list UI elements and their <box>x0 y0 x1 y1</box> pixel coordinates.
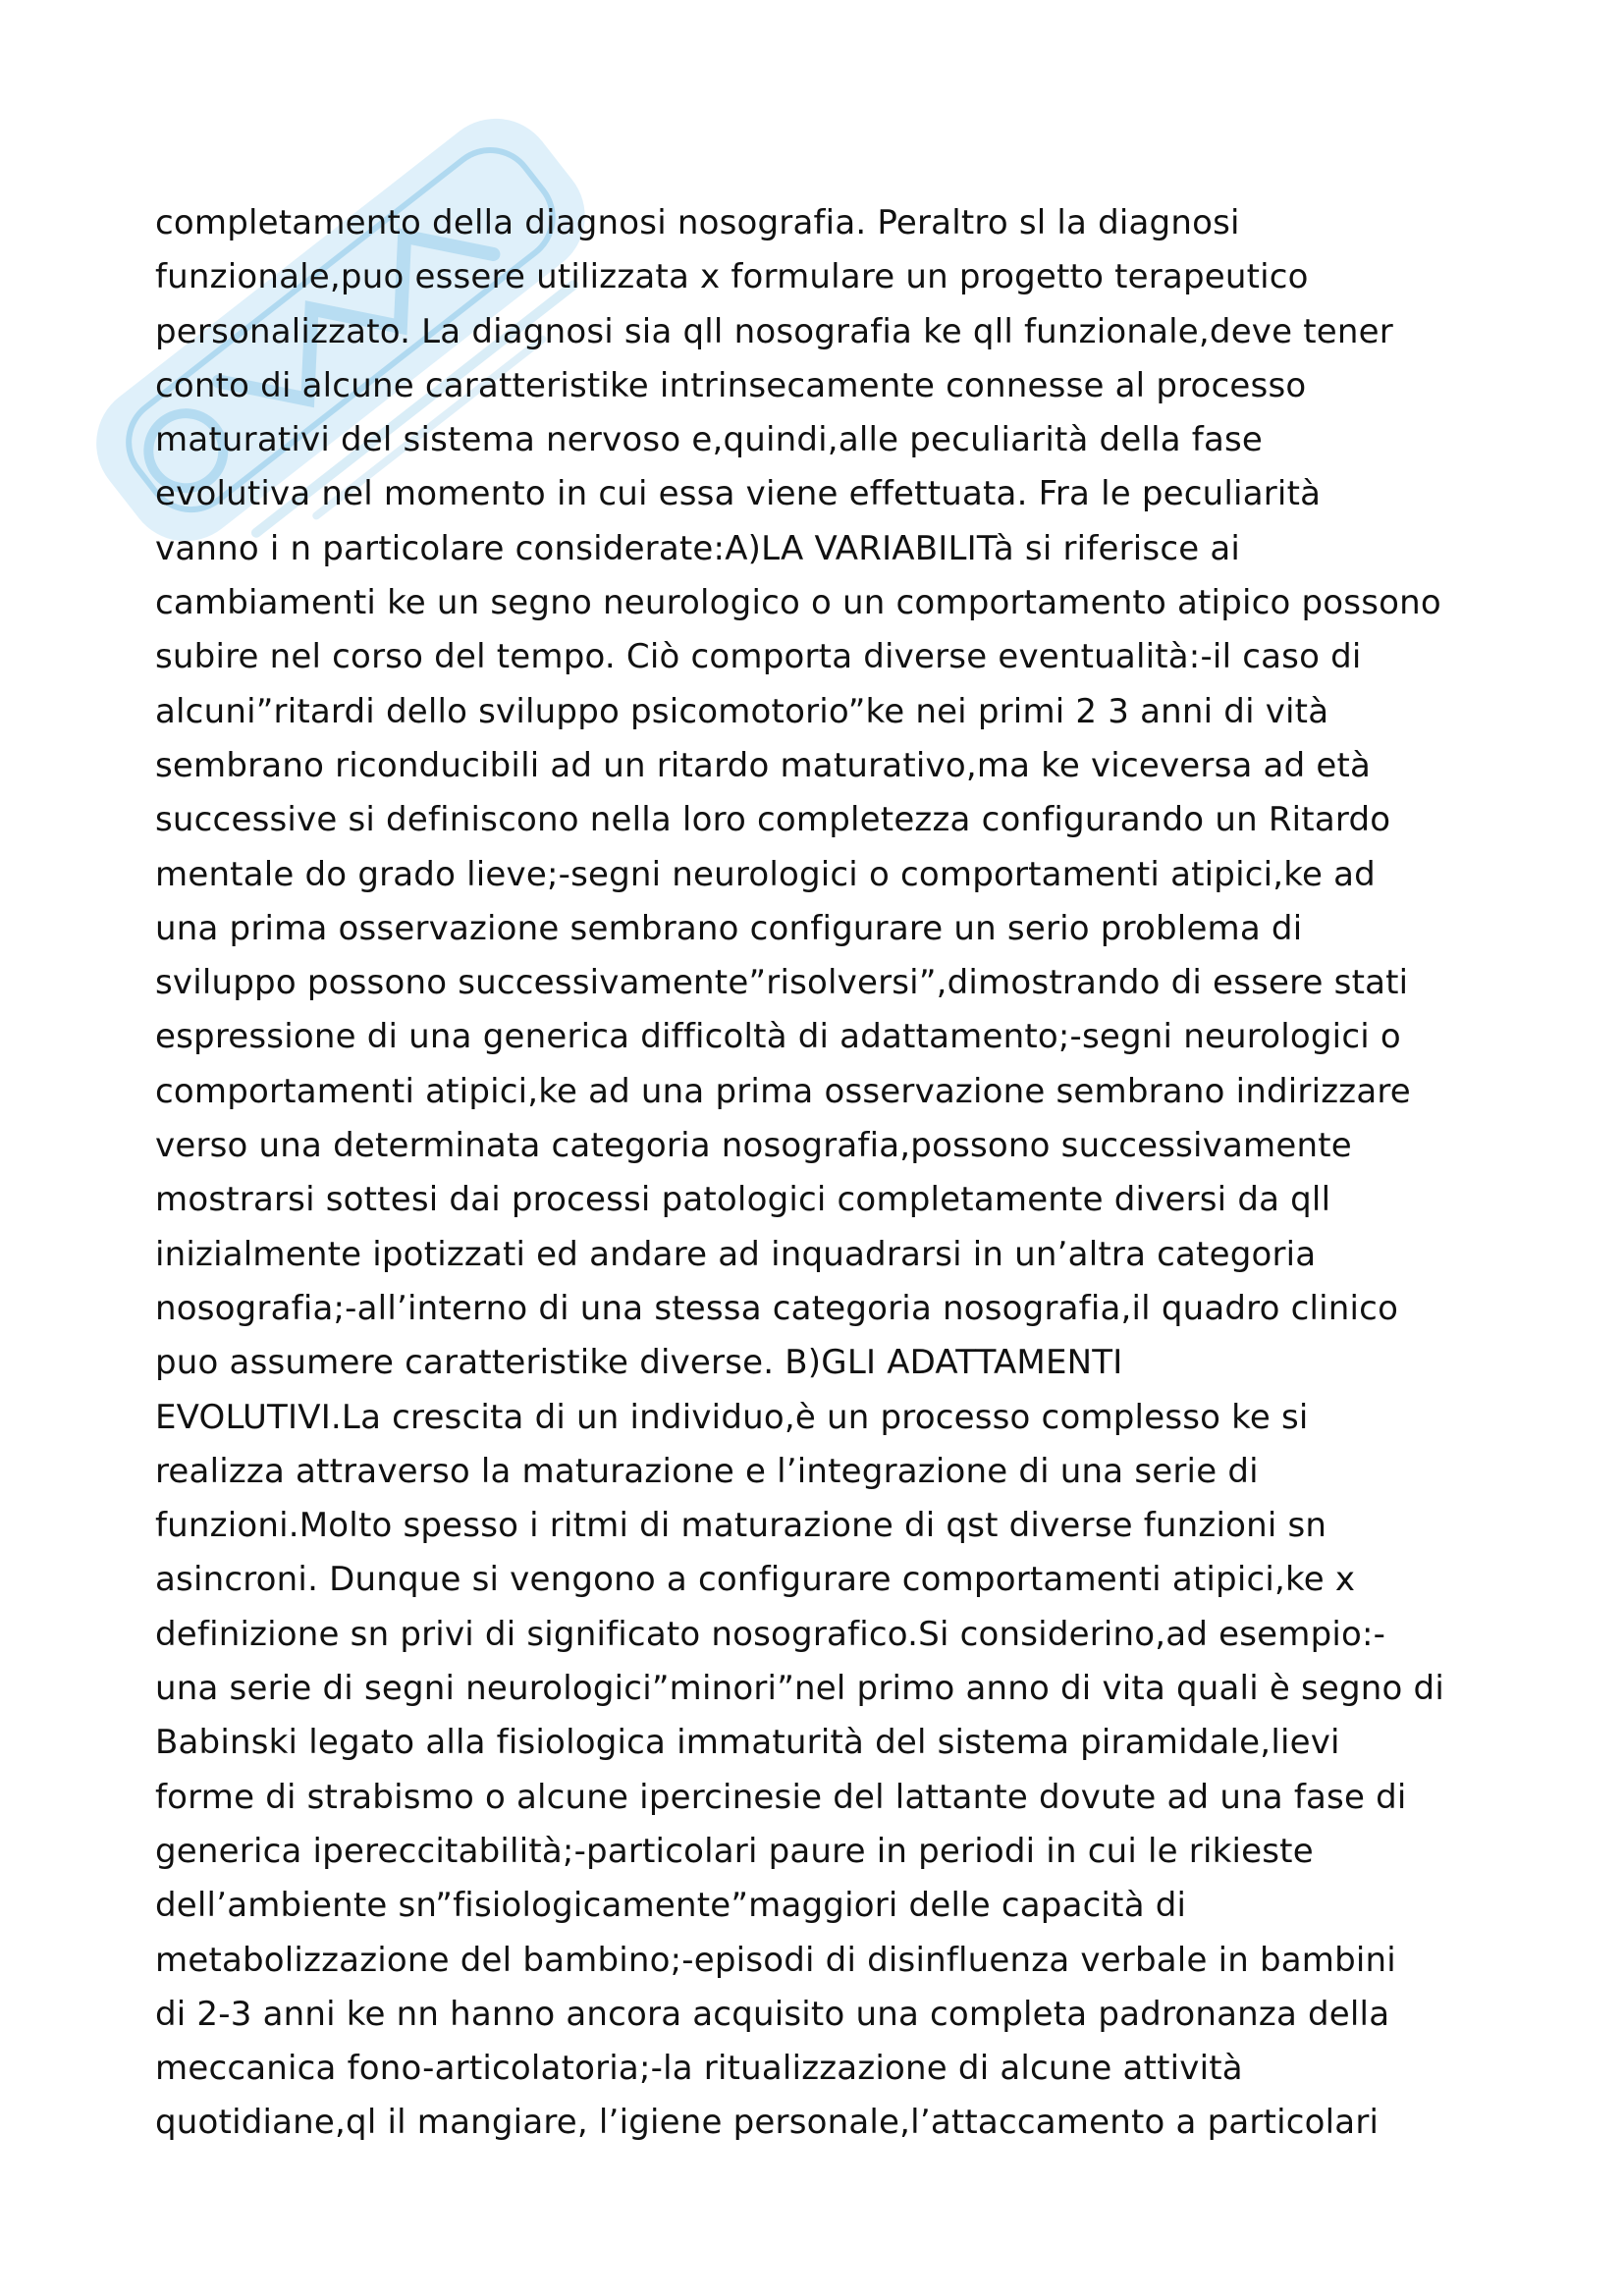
text-line: sviluppo possono successivamente”risolversi”,dimostrando di essere stati <box>155 963 1409 1003</box>
text-line: espressione di una generica difficoltà di adattamento;-segni neurologici o <box>155 1017 1401 1057</box>
text-line: cambiamenti ke un segno neurologico o un comportamento atipico possono <box>155 583 1441 623</box>
text-line: subire nel corso del tempo. Ciò comporta diverse eventualità:-il caso di <box>155 637 1362 677</box>
text-line: maturativi del sistema nervoso e,quindi,alle peculiarità della fase <box>155 420 1264 460</box>
text-line: asincroni. Dunque si vengono a configurare comportamenti atipici,ke x <box>155 1560 1356 1600</box>
text-line: comportamenti atipici,ke ad una prima osservazione sembrano indirizzare <box>155 1071 1411 1111</box>
text-line: quotidiane,ql il mangiare, l’igiene personale,l’attaccamento a particolari <box>155 2103 1380 2143</box>
text-line: realizza attraverso la maturazione e l’integrazione di una serie di <box>155 1451 1259 1491</box>
text-line: evolutiva nel momento in cui essa viene effettuata. Fra le peculiarità <box>155 474 1322 514</box>
text-line: EVOLUTIVI.La crescita di un individuo,è un processo complesso ke si <box>155 1397 1309 1437</box>
text-line: mostrarsi sottesi dai processi patologici completamente diversi da qll <box>155 1180 1331 1220</box>
text-line: puo assumere caratteristike diverse. B)GLI ADATTAMENTI <box>155 1343 1123 1383</box>
text-line: metabolizzazione del bambino;-episodi di disinfluenza verbale in bambini <box>155 1940 1396 1980</box>
text-line: meccanica fono-articolatoria;-la ritualizzazione di alcune attività <box>155 2049 1243 2089</box>
text-line: funzionale,puo essere utilizzata x formulare un progetto terapeutico <box>155 257 1309 297</box>
text-line: verso una determinata categoria nosografia,possono successivamente <box>155 1126 1352 1166</box>
body-text <box>155 196 1490 2151</box>
text-line: alcuni”ritardi dello sviluppo psicomotorio”ke nei primi 2 3 anni di vità <box>155 691 1329 731</box>
text-line: completamento della diagnosi nosografia. Peraltro sl la diagnosi <box>155 203 1240 242</box>
text-line: mentale do grado lieve;-segni neurologici o comportamenti atipici,ke ad <box>155 854 1376 894</box>
text-line: generica ipereccitabilità;-particolari paure in periodi in cui le rikieste <box>155 1831 1314 1871</box>
text-line: di 2-3 anni ke nn hanno ancora acquisito una completa padronanza della <box>155 1994 1390 2034</box>
text-line: funzioni.Molto spesso i ritmi di maturazione di qst diverse funzioni sn <box>155 1506 1327 1546</box>
text-line: Babinski legato alla fisiologica immaturità del sistema piramidale,lievi <box>155 1723 1340 1763</box>
text-line: dell’ambiente sn”fisiologicamente”maggiori delle capacità di <box>155 1886 1187 1926</box>
text-line: una prima osservazione sembrano configurare un serio problema di <box>155 908 1303 948</box>
text-line: conto di alcune caratteristike intrinsecamente connesse al processo <box>155 365 1307 405</box>
text-line: nosografia;-all’interno di una stessa categoria nosografia,il quadro clinico <box>155 1288 1399 1328</box>
text-line: personalizzato. La diagnosi sia qll nosografia ke qll funzionale,deve tener <box>155 311 1393 351</box>
text-line: forme di strabismo o alcune ipercinesie del lattante dovute ad una fase di <box>155 1777 1407 1817</box>
text-line: vanno i n particolare considerate:A)LA VARIABILITà si riferisce ai <box>155 528 1241 568</box>
text-line: successive si definiscono nella loro completezza configurando un Ritardo <box>155 800 1391 840</box>
text-line: una serie di segni neurologici”minori”nel primo anno di vita quali è segno di <box>155 1669 1444 1709</box>
text-line: sembrano riconducibili ad un ritardo maturativo,ma ke viceversa ad età <box>155 745 1372 785</box>
text-line: inizialmente ipotizzati ed andare ad inquadrarsi in un’altra categoria <box>155 1234 1317 1274</box>
text-line: definizione sn privi di significato nosografico.Si considerino,ad esempio:- <box>155 1614 1386 1654</box>
